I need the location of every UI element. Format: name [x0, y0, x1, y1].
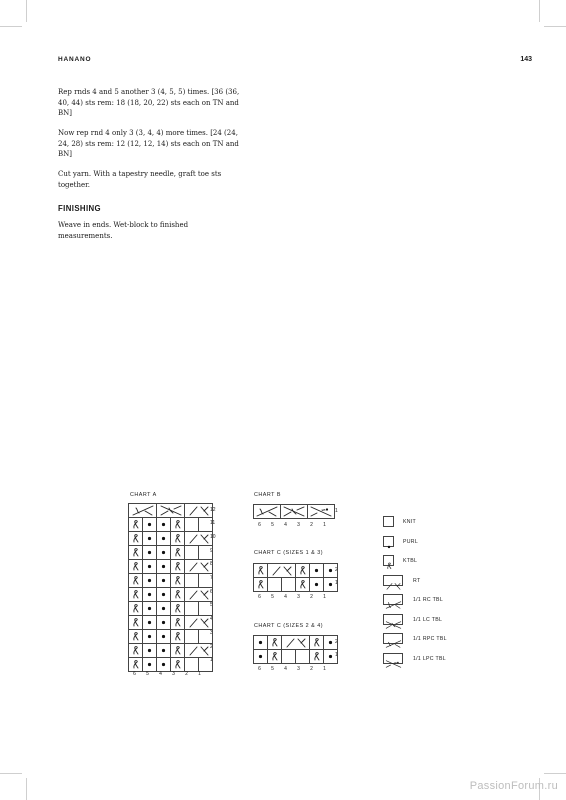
column-number: 4 [284, 594, 287, 601]
knit-symbol [199, 658, 213, 672]
row-number: 2 [335, 638, 338, 645]
key-rpc-icon [383, 633, 403, 644]
key-label: 1/1 RPC TBL [413, 636, 447, 642]
rt-symbol [185, 560, 213, 574]
row-number: 1 [210, 657, 213, 664]
ktbl-symbol [129, 560, 143, 574]
crop-mark [0, 26, 22, 27]
instruction-paragraph: Cut yarn. With a tapestry needle, graft toe sts together. [58, 170, 222, 189]
instruction-paragraph: Now rep rnd 4 only 3 (3, 4, 4) more times. [24 (24, 24, 28) sts rem: 12 (12, 12, 14) sts each on TN and BN] [58, 129, 239, 158]
row-number: 1 [335, 652, 338, 659]
ktbl-symbol [129, 602, 143, 616]
column-number: 5 [271, 666, 274, 673]
chart-row [129, 504, 213, 518]
column-number: 3 [297, 594, 300, 601]
row-number: 6 [210, 588, 213, 595]
crop-mark [544, 773, 566, 774]
chart-row [254, 578, 338, 592]
ktbl-symbol [171, 560, 185, 574]
chart-a-title: CHART A [130, 492, 157, 498]
purl-symbol [324, 564, 338, 578]
purl-symbol [157, 630, 171, 644]
running-header-title: HANANO [58, 56, 92, 63]
chart-b-title: CHART B [254, 492, 281, 498]
purl-symbol [324, 650, 338, 664]
row-number: 12 [210, 506, 216, 513]
knit-symbol [199, 602, 213, 616]
key-label: 1/1 LPC TBL [413, 655, 446, 662]
chart-row [254, 505, 335, 519]
rt-symbol [185, 504, 213, 518]
column-number: 6 [258, 666, 261, 673]
rt-symbol [268, 564, 296, 578]
chart-row [129, 560, 213, 574]
purl-symbol [157, 574, 171, 588]
column-number: 4 [284, 666, 287, 673]
row-number: 1 [335, 507, 338, 514]
chart-grid [253, 563, 338, 592]
ktbl-symbol [171, 518, 185, 532]
ktbl-symbol [171, 630, 185, 644]
column-number: 3 [297, 666, 300, 673]
column-number: 2 [310, 521, 313, 528]
row-number: 8 [210, 561, 213, 568]
purl-symbol [143, 602, 157, 616]
knit-symbol [199, 546, 213, 560]
ktbl-symbol [254, 564, 268, 578]
row-number: 11 [210, 520, 216, 527]
column-number: 1 [323, 594, 326, 601]
column-number: 6 [258, 521, 261, 528]
purl-symbol [254, 650, 268, 664]
row-number: 7 [210, 575, 213, 581]
ktbl-symbol [171, 602, 185, 616]
column-number: 1 [323, 666, 326, 673]
chart-row [254, 650, 338, 664]
lpc-symbol [308, 505, 335, 519]
lc-symbol [281, 505, 308, 519]
ktbl-symbol [129, 588, 143, 602]
crop-mark [539, 0, 540, 22]
key-rt-icon [383, 575, 403, 586]
key-label: 1/1 RC TBL [413, 597, 444, 603]
column-number: 4 [159, 671, 162, 678]
ktbl-symbol [171, 532, 185, 546]
chart-c13-title: CHART C (SIZES 1 & 3) [254, 550, 324, 556]
knit-symbol [296, 650, 310, 664]
finishing-heading: FINISHING [58, 204, 102, 213]
key-label: 1/1 LC TBL [413, 616, 443, 623]
key-lpc-icon [383, 653, 403, 664]
row-number: 5 [210, 602, 213, 609]
chart-grid [128, 503, 216, 672]
watermark: PassionForum.ru [469, 780, 558, 792]
instruction-paragraph: Rep rnds 4 and 5 another 3 (4, 5, 5) times. [36 (36, 40, 44) sts rem: 18 (18, 20, 22) sts each on TN and BN] [58, 88, 240, 117]
ktbl-symbol [268, 636, 282, 650]
rt-symbol [185, 644, 213, 658]
crop-mark [26, 778, 27, 800]
key-label: PURL [403, 538, 419, 545]
purl-symbol [157, 560, 171, 574]
purl-symbol [143, 574, 157, 588]
knit-symbol [282, 650, 296, 664]
rt-symbol [282, 636, 310, 650]
lc-symbol [157, 504, 185, 518]
knit-symbol [185, 630, 199, 644]
row-number: 9 [210, 547, 213, 554]
ktbl-symbol [171, 658, 185, 672]
purl-symbol [143, 630, 157, 644]
knit-symbol [185, 546, 199, 560]
chart-row [254, 564, 338, 578]
chart-row [129, 546, 213, 560]
chart-row [129, 630, 213, 644]
column-number: 2 [310, 594, 313, 601]
row-number: 4 [210, 616, 213, 623]
rpc-symbol [129, 504, 157, 518]
column-number: 5 [271, 594, 274, 601]
purl-symbol [143, 546, 157, 560]
ktbl-symbol [310, 650, 324, 664]
purl-symbol [157, 588, 171, 602]
purl-symbol [143, 658, 157, 672]
row-number: 3 [210, 629, 213, 636]
rt-symbol [185, 588, 213, 602]
knit-symbol [199, 574, 213, 588]
key-purl-icon [383, 536, 394, 547]
purl-symbol [157, 546, 171, 560]
ktbl-symbol [129, 574, 143, 588]
chart-row [254, 636, 338, 650]
purl-symbol [143, 532, 157, 546]
knit-symbol [185, 602, 199, 616]
crop-mark [0, 773, 22, 774]
key-label: RT [413, 577, 421, 584]
purl-symbol [254, 636, 268, 650]
purl-symbol [143, 616, 157, 630]
purl-symbol [157, 518, 171, 532]
ktbl-symbol [310, 636, 324, 650]
purl-symbol [143, 560, 157, 574]
column-number: 1 [323, 521, 326, 528]
rpc-symbol [254, 505, 281, 519]
knit-symbol [185, 658, 199, 672]
ktbl-symbol [129, 630, 143, 644]
chart-grid [253, 635, 338, 664]
chart-row [129, 602, 213, 616]
knit-symbol [185, 518, 199, 532]
purl-symbol [157, 616, 171, 630]
crop-mark [26, 0, 27, 22]
purl-symbol [157, 532, 171, 546]
purl-symbol [324, 578, 338, 592]
ktbl-symbol [296, 578, 310, 592]
column-number: 2 [185, 671, 188, 678]
ktbl-symbol [129, 532, 143, 546]
crop-mark [544, 26, 566, 27]
key-ktbl-icon [383, 555, 394, 566]
row-number: 2 [210, 643, 213, 650]
knit-symbol [268, 578, 282, 592]
chart-grid [253, 504, 335, 519]
ktbl-symbol [129, 658, 143, 672]
key-label: KTBL [403, 558, 418, 564]
knit-symbol [185, 574, 199, 588]
purl-symbol [143, 588, 157, 602]
column-number: 3 [297, 521, 300, 528]
finishing-text: Weave in ends. Wet-block to finished measurements. [58, 221, 189, 240]
knit-symbol [199, 630, 213, 644]
ktbl-symbol [129, 644, 143, 658]
key-lc-icon [383, 614, 403, 625]
column-number: 5 [146, 671, 149, 678]
chart-row [129, 532, 213, 546]
purl-symbol [143, 644, 157, 658]
purl-symbol [157, 658, 171, 672]
knit-symbol [282, 578, 296, 592]
ktbl-symbol [171, 616, 185, 630]
ktbl-symbol [296, 564, 310, 578]
chart-row [129, 658, 213, 672]
ktbl-symbol [254, 578, 268, 592]
column-number: 1 [198, 671, 201, 678]
purl-symbol [157, 644, 171, 658]
key-label: KNIT [403, 519, 417, 525]
column-number: 3 [172, 671, 175, 678]
purl-symbol [157, 602, 171, 616]
purl-symbol [310, 564, 324, 578]
column-number: 2 [310, 666, 313, 673]
ktbl-symbol [129, 518, 143, 532]
ktbl-symbol [171, 546, 185, 560]
column-number: 6 [133, 671, 136, 678]
purl-symbol [324, 636, 338, 650]
chart-c24-title: CHART C (SIZES 2 & 4) [254, 623, 324, 629]
ktbl-symbol [129, 616, 143, 630]
chart-row [129, 574, 213, 588]
column-number: 5 [271, 521, 274, 528]
rt-symbol [185, 616, 213, 630]
column-number: 6 [258, 594, 261, 601]
row-number: 10 [210, 533, 216, 540]
page-number: 143 [520, 56, 532, 63]
purl-symbol [310, 578, 324, 592]
ktbl-symbol [171, 644, 185, 658]
purl-symbol [143, 518, 157, 532]
knit-symbol [199, 518, 216, 532]
ktbl-symbol [171, 588, 185, 602]
row-number: 1 [335, 580, 338, 587]
key-rc-icon [383, 594, 403, 605]
chart-row [129, 616, 213, 630]
chart-row [129, 644, 213, 658]
chart-row [129, 588, 213, 602]
ktbl-symbol [268, 650, 282, 664]
ktbl-symbol [171, 574, 185, 588]
row-number: 2 [335, 566, 338, 573]
column-number: 4 [284, 521, 287, 528]
key-knit-icon [383, 516, 394, 527]
rt-symbol [185, 532, 213, 546]
chart-row [129, 518, 213, 532]
ktbl-symbol [129, 546, 143, 560]
